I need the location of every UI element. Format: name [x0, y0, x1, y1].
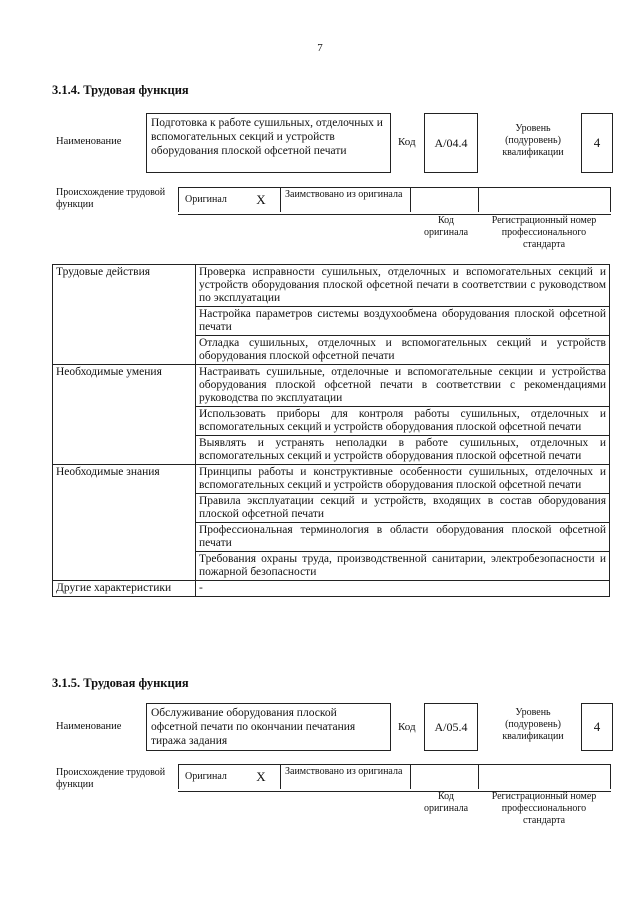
borrowed-label: Заимствовано из оригинала: [280, 188, 410, 212]
skill-item: Настраивать сушильные, отделочные и вспомогательные секции и устройства оборудования плоской офсетной печати в соответствии с рекомендациями руководства по эксплуатации: [196, 365, 610, 407]
function-code-box: А/04.4: [424, 113, 478, 173]
section-heading: 3.1.5. Трудовая функция: [52, 676, 189, 690]
code-label: Код: [398, 136, 416, 148]
page-number: 7: [317, 42, 323, 54]
function-code-box: А/05.4: [424, 703, 478, 751]
labor-action-item: Отладка сушильных, отделочных и вспомогательных секций и устройств оборудования плоской офсетной печати: [196, 336, 610, 365]
origin-row: [178, 764, 611, 792]
knowledge-item: Правила эксплуатации секций и устройств, входящих в состав оборудования плоской офсетной печати: [196, 494, 610, 523]
section-heading: 3.1.4. Трудовая функция: [52, 83, 189, 97]
code-label: Код: [398, 721, 416, 733]
original-code-cell: [410, 765, 478, 789]
labor-action-item: Настройка параметров системы воздухообмена оборудования плоской офсетной печати: [196, 307, 610, 336]
table-row: [53, 465, 610, 494]
table-row: [53, 581, 610, 597]
original-mark: X: [256, 769, 266, 784]
origin-row: [178, 187, 611, 215]
table-row: [53, 265, 610, 307]
original-label: Оригинал: [178, 188, 242, 212]
reg-number-cell: [478, 765, 611, 789]
table-row: [53, 365, 610, 407]
row-label-other: Другие характеристики: [53, 581, 196, 597]
labor-action-item: Проверка исправности сушильных, отделочных и вспомогательных секций и устройств оборудования плоской офсетной печати в соответствии с руководством по эксплуатации: [196, 265, 610, 307]
function-name-box: Подготовка к работе сушильных, отделочных и вспомогательных секций и устройств оборудования плоской офсетной печати: [146, 113, 391, 173]
other-characteristics-value: -: [196, 581, 610, 597]
function-name-box: Обслуживание оборудования плоской офсетной печати по окончании печатания тиража задания: [146, 703, 391, 751]
reg-number-caption: Регистрационный номер профессионального стандарта: [491, 791, 597, 826]
knowledge-item: Принципы работы и конструктивные особенности сушильных, отделочных и вспомогательных секций и устройств оборудования плоской офсетной печати: [196, 465, 610, 494]
qualification-level-box: 4: [581, 703, 613, 751]
qualification-level-box: 4: [581, 113, 613, 173]
original-code-caption: Код оригинала: [423, 215, 469, 238]
name-label: Наименование: [56, 721, 122, 732]
skill-item: Использовать приборы для контроля работы сушильных, отделочных и вспомогательных секций и устройств оборудования плоской офсетной печати: [196, 407, 610, 436]
original-mark: X: [256, 192, 266, 207]
row-label-labor-actions: Трудовые действия: [53, 265, 196, 365]
origin-label: Происхождение трудовой функции: [56, 767, 166, 790]
knowledge-item: Требования охраны труда, производственной санитарии, электробезопасности и пожарной безопасности: [196, 552, 610, 581]
row-label-knowledge: Необходимые знания: [53, 465, 196, 581]
reg-number-caption: Регистрационный номер профессионального стандарта: [491, 215, 597, 250]
qualification-level-label: Уровень (подуровень) квалификации: [502, 707, 564, 742]
original-code-cell: [410, 188, 478, 212]
row-label-skills: Необходимые умения: [53, 365, 196, 465]
function-details-table: [52, 264, 610, 597]
reg-number-cell: [478, 188, 611, 212]
original-label: Оригинал: [178, 765, 242, 789]
knowledge-item: Профессиональная терминология в области оборудования плоской офсетной печати: [196, 523, 610, 552]
origin-label: Происхождение трудовой функции: [56, 187, 166, 210]
qualification-level-label: Уровень (подуровень) квалификации: [502, 123, 564, 158]
original-code-caption: Код оригинала: [423, 791, 469, 814]
skill-item: Выявлять и устранять неполадки в работе сушильных, отделочных и вспомогательных секций и устройств оборудования плоской офсетной печати: [196, 436, 610, 465]
name-label: Наименование: [56, 136, 122, 147]
borrowed-label: Заимствовано из оригинала: [280, 765, 410, 789]
